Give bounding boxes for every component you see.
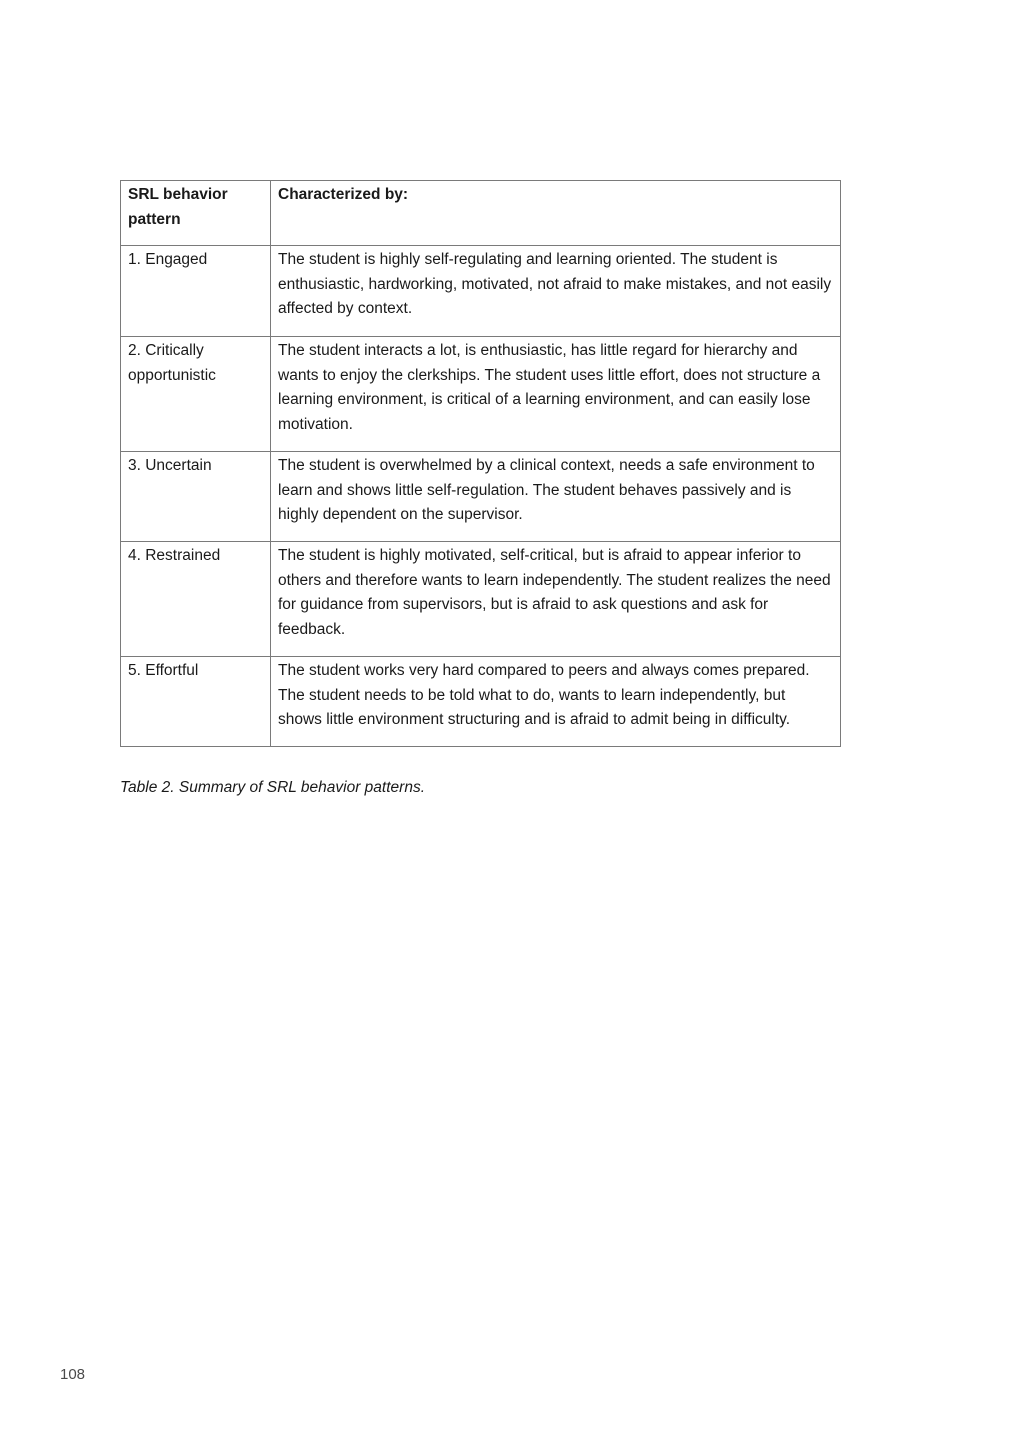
page-number: 108: [60, 1366, 86, 1383]
table-caption: Table 2. Summary of SRL behavior patterns.: [120, 779, 425, 796]
header-characterized-by: Characterized by:: [271, 181, 841, 246]
pattern-cell: 3. Uncertain: [121, 452, 271, 542]
pattern-cell: 1. Engaged: [121, 246, 271, 337]
pattern-cell: 4. Restrained: [121, 542, 271, 657]
table-row: [121, 246, 841, 337]
table-row: [121, 542, 841, 657]
table-row: [121, 657, 841, 747]
pattern-cell: 5. Effortful: [121, 657, 271, 747]
description-cell: The student is highly self-regulating and learning oriented. The student is enthusiastic, hardworking, motivated, not afraid to make mistakes, and not easily affected by context.: [271, 246, 841, 337]
description-cell: The student is overwhelmed by a clinical context, needs a safe environment to learn and shows little self-regulation. The student behaves passively and is highly dependent on the supervisor.: [271, 452, 841, 542]
pattern-cell: 2. Critically opportunistic: [121, 337, 271, 452]
table-row: [121, 452, 841, 542]
description-cell: The student interacts a lot, is enthusiastic, has little regard for hierarchy and wants to enjoy the clerkships. The student uses little effort, does not structure a learning environment, is critical of a learning environment, and can easily lose motivation.: [271, 337, 841, 452]
header-pattern: SRL behavior pattern: [121, 181, 271, 246]
description-cell: The student works very hard compared to peers and always comes prepared. The student needs to be told what to do, wants to learn independently, but shows little environment structuring and is afraid to admit being in difficulty.: [271, 657, 841, 747]
srl-behavior-table: [120, 180, 841, 747]
table-row: [121, 337, 841, 452]
table-header-row: [121, 181, 841, 246]
description-cell: The student is highly motivated, self-critical, but is afraid to appear inferior to others and therefore wants to learn independently. The student realizes the need for guidance from supervisors, but is afraid to ask questions and ask for feedback.: [271, 542, 841, 657]
